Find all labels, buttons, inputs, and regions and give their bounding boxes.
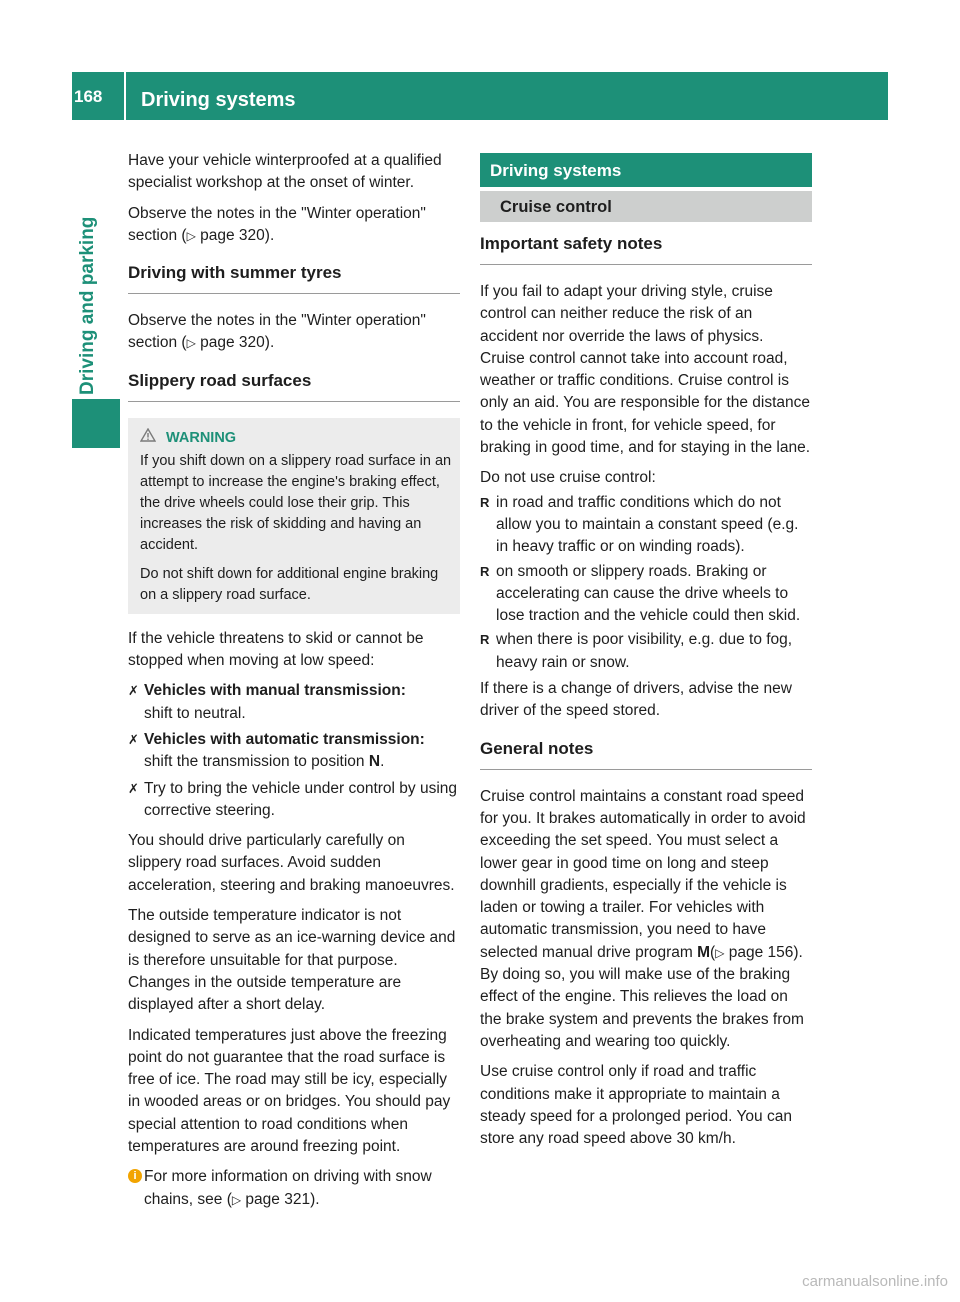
step-item: ✗ Vehicles with manual transmission: shift to neutral. <box>128 682 406 722</box>
page-ref-icon: ▷ <box>231 1192 242 1207</box>
warning-header <box>140 428 452 449</box>
temperature-paragraph: The outside temperature indicator is not designed to serve as an ice-warning device and is therefore unsuitable for that purpose. Changes in the outside temperature are displayed after a short delay. <box>128 907 456 1014</box>
bullet-icon: R <box>480 563 490 579</box>
step-item: ✗ Try to bring the vehicle under control by using corrective steering. <box>128 779 458 819</box>
warning-text-1: If you shift down on a slippery road surface in an attempt to increase the engine's braking effect, the drive wheels could lose their grip. This increases the risk of skidding and having an accident. <box>140 452 452 553</box>
side-tab-block <box>72 399 120 448</box>
intro-paragraph: Have your vehicle winterproofed at a qualified specialist workshop at the onset of winter. <box>128 152 442 192</box>
careful-paragraph: You should drive particularly carefully on slippery road surfaces. Avoid sudden acceleration, steering and braking manoeuvres. <box>128 832 455 894</box>
left-column <box>128 150 460 1211</box>
bullet-icon: R <box>480 494 490 510</box>
page-ref-icon: ▷ <box>715 945 725 960</box>
warning-box <box>128 418 460 614</box>
safety-paragraph: If you fail to adapt your driving style, cruise control can neither reduce the risk of an accident nor override the laws of physics. Cruise control cannot take into account road, weather or traffic conditions. Cruise control is only an aid. You are responsible for the distance to the vehicle in front, for vehicle speed, for braking in good time, and for staying in the lane. <box>480 283 811 457</box>
side-tab-label: Driving and parking <box>77 216 98 395</box>
subsection-band: Cruise control <box>480 191 812 222</box>
general-paragraph: Cruise control maintains a constant road speed for you. It brakes automatically in order to avoid exceeding the set speed. You must select a lower gear in good time on long and steep downhill gradients, especially if the vehicle is laden or towing a trailer. For vehicles with automatic transmission, you need to have selected manual drive program M(▷ page 156). By doing so, you will make use of the braking effect of the engine. This relieves the load on the brake system and prevents the brakes from overheating and wearing too quickly. <box>480 787 806 1050</box>
list-item: R on smooth or slippery roads. Braking or accelerating can cause the drive wheels to lose traction and the vehicle could then skid. <box>480 562 801 625</box>
freezing-paragraph: Indicated temperatures just above the freezing point do not guarantee that the road surface is free of ice. The road may still be icy, especially in wooded areas or on bridges. You should pay special attention to road conditions when temperatures are around freezing point. <box>128 1026 451 1156</box>
bullet-icon: R <box>480 632 490 648</box>
right-column <box>480 150 812 1158</box>
header-divider <box>124 72 126 120</box>
summer-tyres-paragraph: Observe the notes in the "Winter operation" section (▷ page 320). <box>128 312 426 352</box>
usage-paragraph: Use cruise control only if road and traffic conditions make it appropriate to maintain a steady speed for a prolonged period. You can store any road speed above 30 km/h. <box>480 1063 792 1148</box>
general-notes-heading: General notes <box>480 737 812 770</box>
step-item: ✗ Vehicles with automatic transmission: shift the transmission to position N. <box>128 730 425 771</box>
page-ref-icon: ▷ <box>186 228 196 243</box>
drivers-paragraph: If there is a change of drivers, advise the new driver of the speed stored. <box>480 680 792 720</box>
footer-watermark: carmanualsonline.info <box>802 1273 948 1290</box>
page-number: 168 <box>74 87 103 106</box>
page-ref-icon: ▷ <box>186 336 196 351</box>
step-arrow-icon: ✗ <box>128 780 139 796</box>
info-note: i For more information on driving with snow chains, see (▷ page 321). <box>128 1166 460 1211</box>
step-arrow-icon: ✗ <box>128 683 139 699</box>
do-not-use-label: Do not use cruise control: <box>480 469 656 487</box>
safety-notes-heading: Important safety notes <box>480 232 812 265</box>
warning-title: WARNING <box>166 429 237 446</box>
list-item: R when there is poor visibility, e.g. due to fog, heavy rain or snow. <box>480 631 793 671</box>
warning-triangle-icon <box>140 428 158 449</box>
slippery-roads-heading: Slippery road surfaces <box>128 369 460 402</box>
info-icon: i <box>128 1169 142 1183</box>
header-title: Driving systems <box>141 89 296 111</box>
skid-intro: If the vehicle threatens to skid or cannot be stopped when moving at low speed: <box>128 629 424 670</box>
step-arrow-icon: ✗ <box>128 731 139 747</box>
summer-tyres-heading: Driving with summer tyres <box>128 261 460 294</box>
do-not-use-list <box>480 492 812 674</box>
list-item: R in road and traffic conditions which do not allow you to maintain a constant speed (e.g. in heavy traffic or on winding roads). <box>480 493 799 556</box>
winter-note-paragraph: Observe the notes in the "Winter operation" section (▷ page 320). <box>128 204 426 244</box>
section-title-band: Driving systems <box>480 153 812 187</box>
warning-text-2: Do not shift down for additional engine braking on a slippery road surface. <box>140 565 439 603</box>
